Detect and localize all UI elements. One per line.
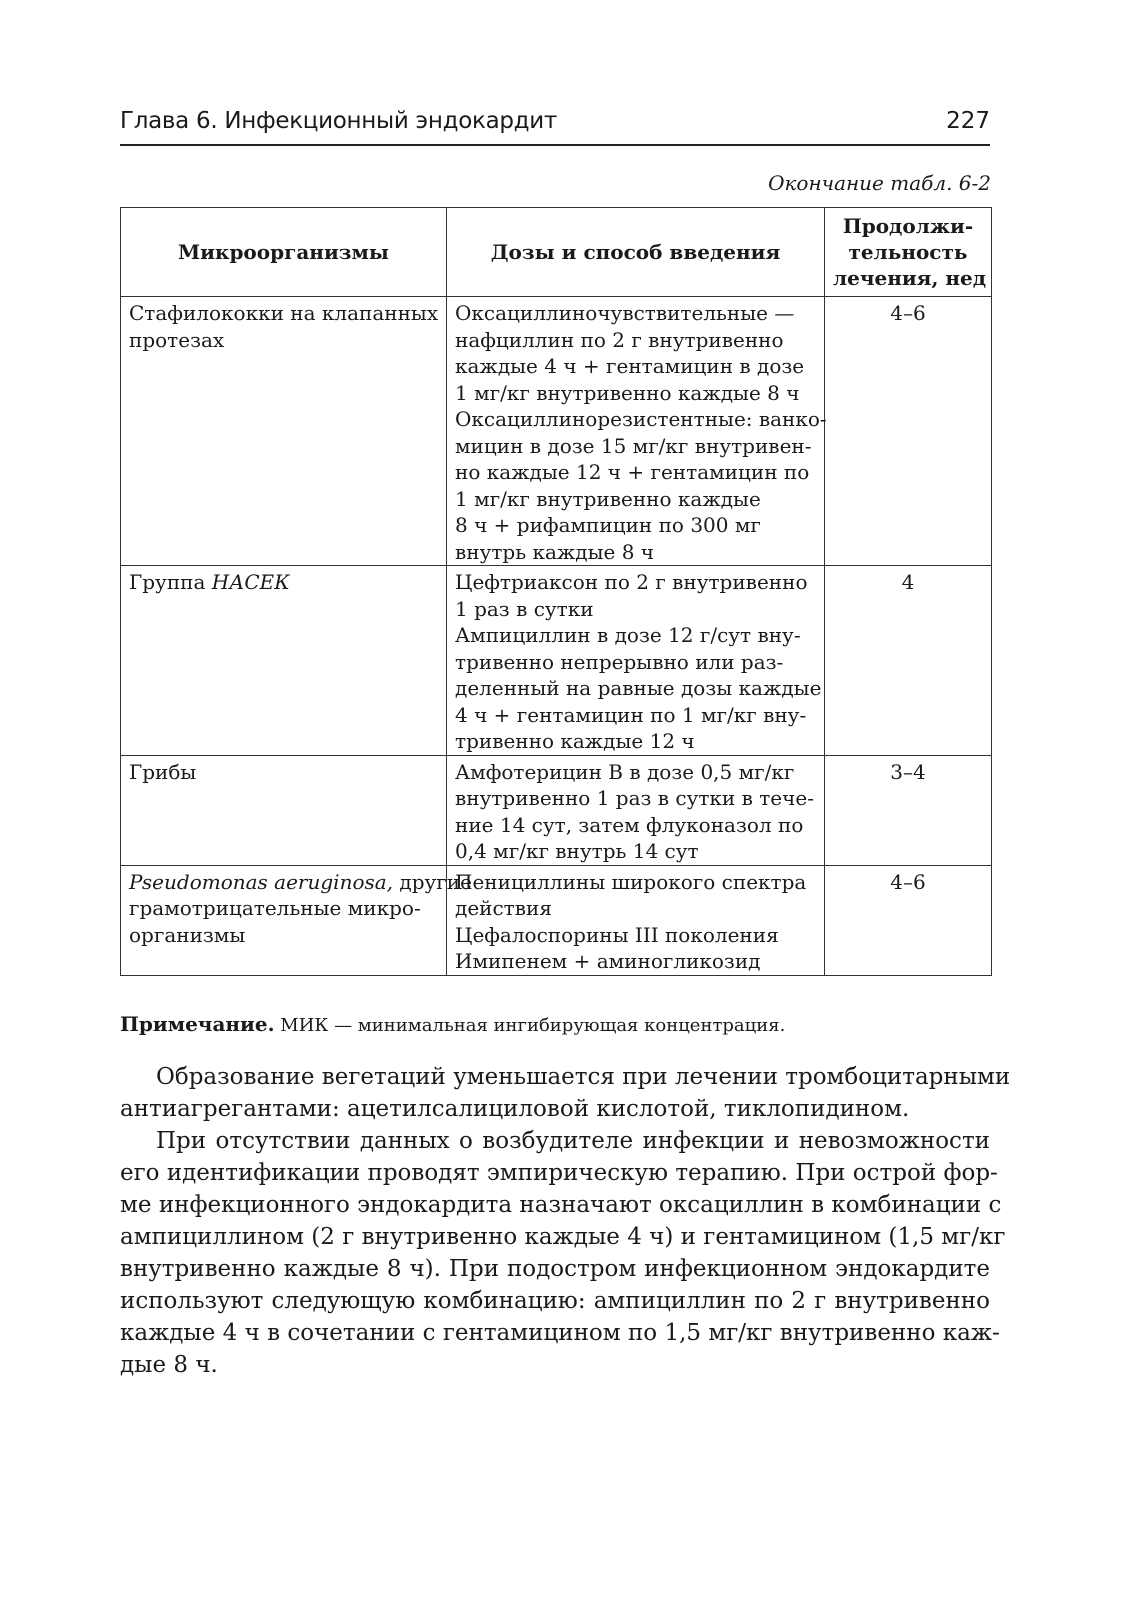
duration-cell: 4–6 xyxy=(825,865,992,975)
note-text: МИК — минимальная ингибирующая концентрация. xyxy=(274,1015,786,1036)
dose-cell xyxy=(447,865,825,975)
table-header-row xyxy=(121,208,992,297)
table-row xyxy=(121,566,992,756)
organism-cell xyxy=(121,865,472,975)
paragraph-line: внутривенно каждые 8 ч). При подостром инфекционном эндокардите xyxy=(120,1256,990,1282)
dose-line: Имипенем + аминогликозид xyxy=(455,949,761,973)
paragraph-line: дые 8 ч. xyxy=(120,1352,218,1378)
dose-line: деленный на равные дозы каждые xyxy=(455,676,822,700)
page-number: 227 xyxy=(946,108,990,134)
dose-line: тривенно непрерывно или раз- xyxy=(455,649,784,674)
dose-line: внутривенно 1 раз в сутки в тече- xyxy=(455,786,814,810)
table-row xyxy=(121,297,992,566)
dose-cell xyxy=(447,755,825,865)
organism-prefix: Группа xyxy=(129,570,212,594)
organism-italic: Pseudomonas aeruginosa, xyxy=(129,869,394,894)
table-note xyxy=(120,1012,785,1036)
dose-line: 8 ч + рифампицин по 300 мг xyxy=(455,513,761,537)
paragraph-line: Образование вегетаций уменьшается при лечении тромбоцитарными xyxy=(156,1064,1011,1090)
header-duration-line: Продолжи- xyxy=(842,214,974,238)
organism-cell xyxy=(121,566,447,756)
dose-line: Цефалоспорины III поколения xyxy=(455,922,779,947)
organism-line: грамотрицательные микро- xyxy=(129,896,421,920)
organism-line: Стафилококки на клапанных xyxy=(129,301,439,325)
dose-line: Амфотерицин В в дозе 0,5 мг/кг xyxy=(455,759,795,784)
dose-line: Оксациллинорезистентные: ванко- xyxy=(455,407,827,431)
dose-line: 1 мг/кг внутривенно каждые xyxy=(455,486,761,511)
organism-cell xyxy=(121,297,447,566)
dose-line: тривенно каждые 12 ч xyxy=(455,729,695,753)
dose-cell xyxy=(447,297,825,566)
chapter-title: Глава 6. Инфекционный эндокардит xyxy=(120,108,558,134)
paragraph-line: ме инфекционного эндокардита назначают оксациллин в комбинации с xyxy=(120,1192,1002,1218)
organism-italic: НАСЕК xyxy=(211,570,290,594)
dose-line: Ампициллин в дозе 12 г/сут вну- xyxy=(455,623,801,647)
table-row xyxy=(121,865,992,975)
paragraph xyxy=(120,1061,1011,1125)
paragraph-line: используют следующую комбинацию: ампициллин по 2 г внутривенно xyxy=(120,1288,990,1314)
table-caption: Окончание табл. 6-2 xyxy=(768,171,991,195)
header-duration-line: тельность xyxy=(848,240,968,264)
dose-line: 1 мг/кг внутривенно каждые 8 ч xyxy=(455,380,800,405)
dose-line: 4 ч + гентамицин по 1 мг/кг вну- xyxy=(455,702,807,727)
header-duration xyxy=(825,208,992,297)
note-label: Примечание. xyxy=(120,1012,275,1036)
table-row xyxy=(121,755,992,865)
duration-cell: 3–4 xyxy=(825,755,992,865)
dose-line: нафциллин по 2 г внутривенно xyxy=(455,327,784,352)
dose-line: каждые 4 ч + гентамицин в дозе xyxy=(455,354,805,378)
dose-line: 1 раз в сутки xyxy=(455,596,594,621)
dose-line: ние 14 сут, затем флуконазол по xyxy=(455,812,804,837)
dose-line: Цефтриаксон по 2 г внутривенно xyxy=(455,570,808,594)
dose-line: мицин в дозе 15 мг/кг внутривен- xyxy=(455,433,812,458)
organism-rest: другие xyxy=(393,869,472,894)
paragraph-line: каждые 4 ч в сочетании с гентамицином по 1,5 мг/кг внутривенно каж- xyxy=(120,1320,1000,1346)
dose-line: Оксациллиночувствительные — xyxy=(455,301,795,325)
dose-line: действия xyxy=(455,896,552,920)
organism-line: протезах xyxy=(129,327,225,352)
paragraph-line: При отсутствии данных о возбудителе инфекции и невозможности xyxy=(156,1128,990,1154)
dose-cell xyxy=(447,566,825,756)
dose-line: внутрь каждые 8 ч xyxy=(455,539,655,564)
dose-line: но каждые 12 ч + гентамицин по xyxy=(455,460,810,484)
dose-line: Пенициллины широкого спектра xyxy=(455,869,807,894)
paragraph xyxy=(120,1125,1006,1381)
duration-cell: 4–6 xyxy=(825,297,992,566)
treatment-table xyxy=(120,207,992,976)
paragraph-line: антиагрегантами: ацетилсалициловой кислотой, тиклопидином. xyxy=(120,1096,910,1122)
organism-line xyxy=(129,869,472,896)
page-header xyxy=(120,108,990,146)
paragraph-line: ампициллином (2 г внутривенно каждые 4 ч) и гентамицином (1,5 мг/кг xyxy=(120,1224,1006,1250)
paragraph-line: его идентификации проводят эмпирическую терапию. При острой фор- xyxy=(120,1160,998,1186)
organism-line: организмы xyxy=(129,922,246,947)
header-microorganisms: Микроорганизмы xyxy=(121,208,447,297)
dose-line: 0,4 мг/кг внутрь 14 сут xyxy=(455,839,699,863)
header-doses: Дозы и способ введения xyxy=(447,208,825,297)
organism-cell: Грибы xyxy=(121,755,447,865)
duration-cell: 4 xyxy=(825,566,992,756)
header-duration-line: лечения, нед xyxy=(833,266,987,290)
